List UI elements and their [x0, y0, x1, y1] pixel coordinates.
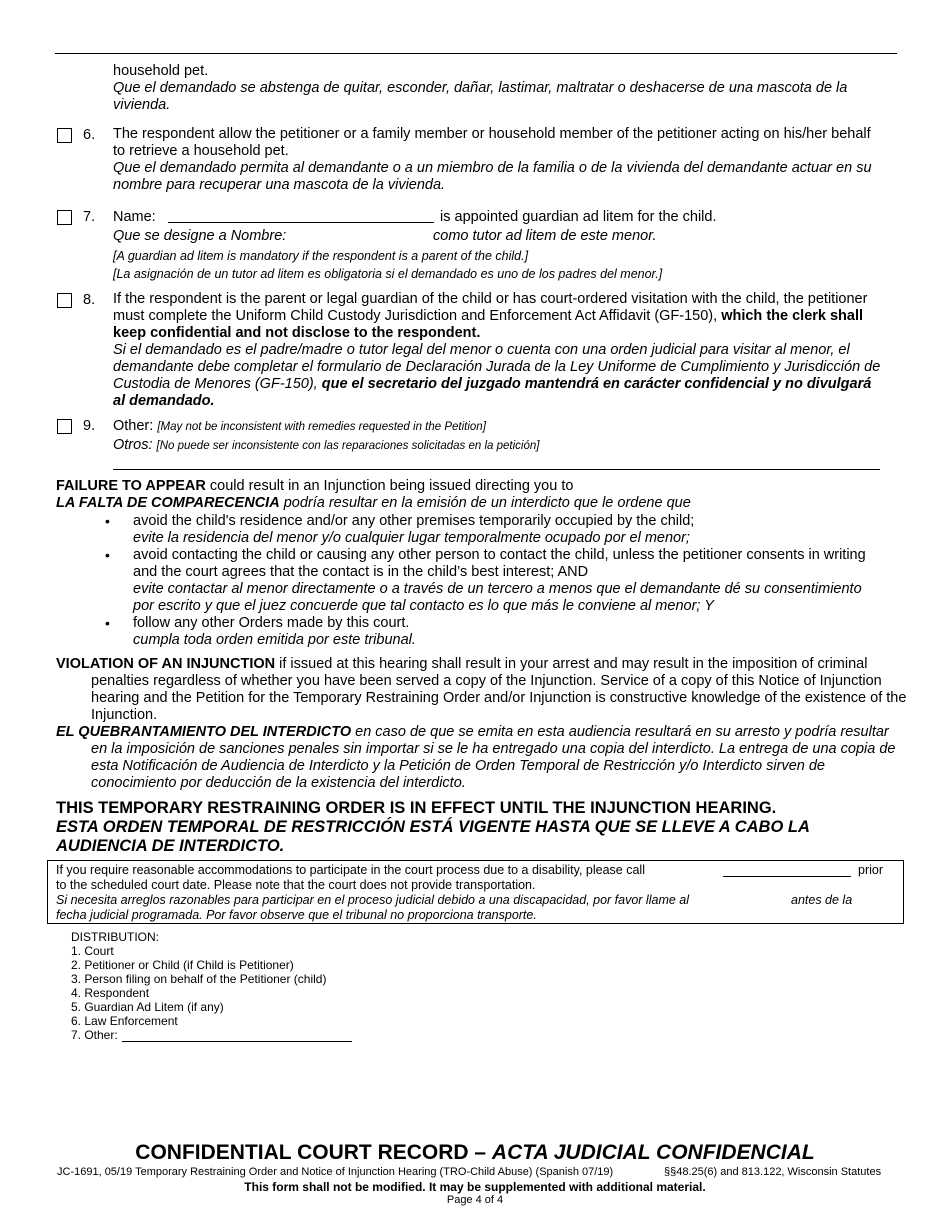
item7-name-label-es: Que se designe a Nombre: [113, 228, 287, 244]
item6-checkbox[interactable] [57, 128, 72, 143]
failure-heading-en: FAILURE TO APPEAR could result in an Injunction being issued directing you to [56, 478, 574, 494]
tro-notice-es: ESTA ORDEN TEMPORAL DE RESTRICCIÓN ESTÁ VIGENTE HASTA QUE SE LLEVE A CABO LA AUDIENCIA DE INTERDICTO. [56, 818, 810, 855]
item8-en: If the respondent is the parent or legal guardian of the child or has court-ordered visitation with the child, the petitioner must complete the Uniform Child Custody Jurisdiction and Enforcement Act Affidavit (GF-150), [113, 291, 868, 324]
bullet-3-es: cumpla toda orden emitida por este tribunal. [133, 632, 416, 648]
ada-phone-field[interactable] [723, 876, 851, 877]
footer-page-number: Page 4 of 4 [446, 1194, 504, 1206]
distribution-title: DISTRIBUTION: [71, 930, 160, 944]
item9-other-es [113, 437, 539, 455]
item9-number: 9. [83, 418, 96, 434]
item7-appointed-es: como tutor ad litem de este menor. [433, 228, 657, 244]
bullet-1-dot: • [105, 513, 110, 529]
ada-en-prior: prior [858, 863, 884, 877]
bullet-2-en: avoid contacting the child or causing any other person to contact the child, unless the petitioner consents in writing and the court agrees that the contact is in the child’s best interest; AND [133, 547, 866, 580]
distribution-item: 5. Guardian Ad Litem (if any) [71, 1000, 224, 1014]
violation-en: VIOLATION OF AN INJUNCTION if issued at this hearing shall result in your arrest and may result in the imposition of criminal penalties regardless of whether you have been served a copy of the Injunction. Service of a copy of this Notice of Injunction hearing and the Petition for the Temporary Restraining Order and/or Injunction is constructive knowledge of the existence of the Injunction. [56, 656, 907, 723]
item5-continuation [113, 63, 883, 114]
bullet-1-en: avoid the child's residence and/or any other premises temporarily occupied by the child; [133, 513, 695, 529]
distribution-item: 6. Law Enforcement [71, 1014, 178, 1028]
failure-heading-es: LA FALTA DE COMPARECENCIA podría resultar en la emisión de un interdicto que le ordene que [56, 495, 691, 511]
item7-checkbox[interactable] [57, 210, 72, 225]
bullet-2-dot: • [105, 547, 110, 563]
item6-text [113, 126, 878, 194]
violation-es: EL QUEBRANTAMIENTO DEL INTERDICTO en caso de que se emita en esta audiencia resultará en su arresto y podría resultar en la imposición de sanciones penales sin importar si se le ha entregado una copia del interdicto. La entrega de una copia de esta Notificación de Audiencia de Interdicto y la Petición de Orden Temporal de Restricción y/o Interdicto sirven de conocimiento por deducción de la existencia del interdicto. [56, 724, 896, 791]
footer-statutes: §§48.25(6) and 813.122, Wisconsin Statutes [664, 1166, 882, 1178]
item8-en-bold: which the clerk shall keep confidential and not disclose to the respondent. [113, 308, 864, 341]
bullet-1-es: evite la residencia del menor y/o cualquier lugar temporalmente ocupado por el menor; [133, 530, 690, 546]
item5-en: household pet. [113, 63, 209, 79]
item9-label-es: Otros: [113, 437, 153, 453]
item7-appointed: is appointed guardian ad litem for the child. [440, 209, 717, 225]
ada-es-1: Si necesita arreglos razonables para participar en el proceso judicial debido a una discapacidad, por favor llame al [56, 893, 690, 907]
top-rule [55, 53, 897, 54]
item6-en: The respondent allow the petitioner or a family member or household member of the petitioner acting on his/her behalf to retrieve a household pet. [113, 126, 871, 159]
item7-note-en: [A guardian ad litem is mandatory if the respondent is a parent of the child.] [113, 249, 529, 263]
item8-number: 8. [83, 292, 96, 308]
item9-other [113, 418, 486, 436]
tro-notice-en: THIS TEMPORARY RESTRAINING ORDER IS IN EFFECT UNTIL THE INJUNCTION HEARING. [56, 799, 777, 817]
distribution-item: 3. Person filing on behalf of the Petitioner (child) [71, 972, 327, 986]
item9-other-field[interactable] [113, 469, 880, 470]
item7-note-es: [La asignación de un tutor ad litem es obligatoria si el demandado es uno de los padres del menor.] [113, 267, 663, 281]
item7-number: 7. [83, 209, 96, 225]
item9-label: Other: [113, 418, 154, 434]
item9-checkbox[interactable] [57, 419, 72, 434]
item6-number: 6. [83, 127, 96, 143]
footer-form-id: JC-1691, 05/19 Temporary Restraining Order and Notice of Injunction Hearing (TRO-Child Abuse) (Spanish 07/19) [57, 1166, 614, 1178]
distribution-item: 7. Other: [71, 1028, 118, 1042]
distribution-item: 2. Petitioner or Child (if Child is Petitioner) [71, 958, 294, 972]
item5-es: Que el demandado se abstenga de quitar, esconder, dañar, lastimar, maltratar o deshacerse de una mascota de la vivienda. [113, 80, 848, 113]
item7-name-field[interactable] [168, 222, 434, 223]
distribution-list [71, 944, 326, 1042]
item9-note-es: [No puede ser inconsistente con las reparaciones solicitadas en la petición] [156, 440, 540, 452]
distribution-other-field[interactable] [122, 1041, 352, 1042]
item8-es: Si el demandado es el padre/madre o tutor legal del menor o cuenta con una orden judicial para visitar al menor, el demandante debe completar el formulario de Declaración Jurada de la Ley Uniforme de Cumplimiento y Jurisdicción de Custodia de Menores (GF-150), [113, 342, 881, 392]
item8-checkbox[interactable] [57, 293, 72, 308]
item7-name-label: Name: [113, 209, 156, 225]
bullet-3-dot: • [105, 615, 110, 631]
bullet-2-es: evite contactar al menor directamente o a través de un tercero a menos que el demandante dé su consentimiento por escrito y que el juez concuerde que tal contacto es lo que más le conviene al menor; Y [133, 581, 862, 614]
ada-es-antes: antes de la [791, 893, 853, 907]
item6-es: Que el demandado permita al demandante o a un miembro de la familia o de la vivienda del demandante actuar en su nombre para recuperar una mascota de la vivienda. [113, 160, 872, 193]
bullet-1 [133, 513, 878, 547]
distribution-item: 1. Court [71, 944, 114, 958]
bullet-2 [133, 547, 878, 615]
bullet-3-en: follow any other Orders made by this court. [133, 615, 410, 631]
ada-en-1: If you require reasonable accommodations to participate in the court process due to a disability, please call [56, 863, 645, 877]
item8-es-bold: que el secretario del juzgado mantendrá en carácter confidencial y no divulgará al demandado. [113, 376, 872, 409]
footer-title: CONFIDENTIAL COURT RECORD – ACTA JUDICIAL CONFIDENCIAL [135, 1141, 815, 1164]
ada-es-2: fecha judicial programada. Por favor observe que el tribunal no proporciona transporte. [56, 908, 537, 922]
footer-notice: This form shall not be modified. It may be supplemented with additional material. [244, 1180, 706, 1194]
item9-note: [May not be inconsistent with remedies requested in the Petition] [157, 421, 486, 433]
item8-text [113, 291, 883, 410]
bullet-3 [133, 615, 878, 649]
ada-en-2: to the scheduled court date. Please note that the court does not provide transportation. [56, 878, 536, 892]
distribution-item: 4. Respondent [71, 986, 150, 1000]
